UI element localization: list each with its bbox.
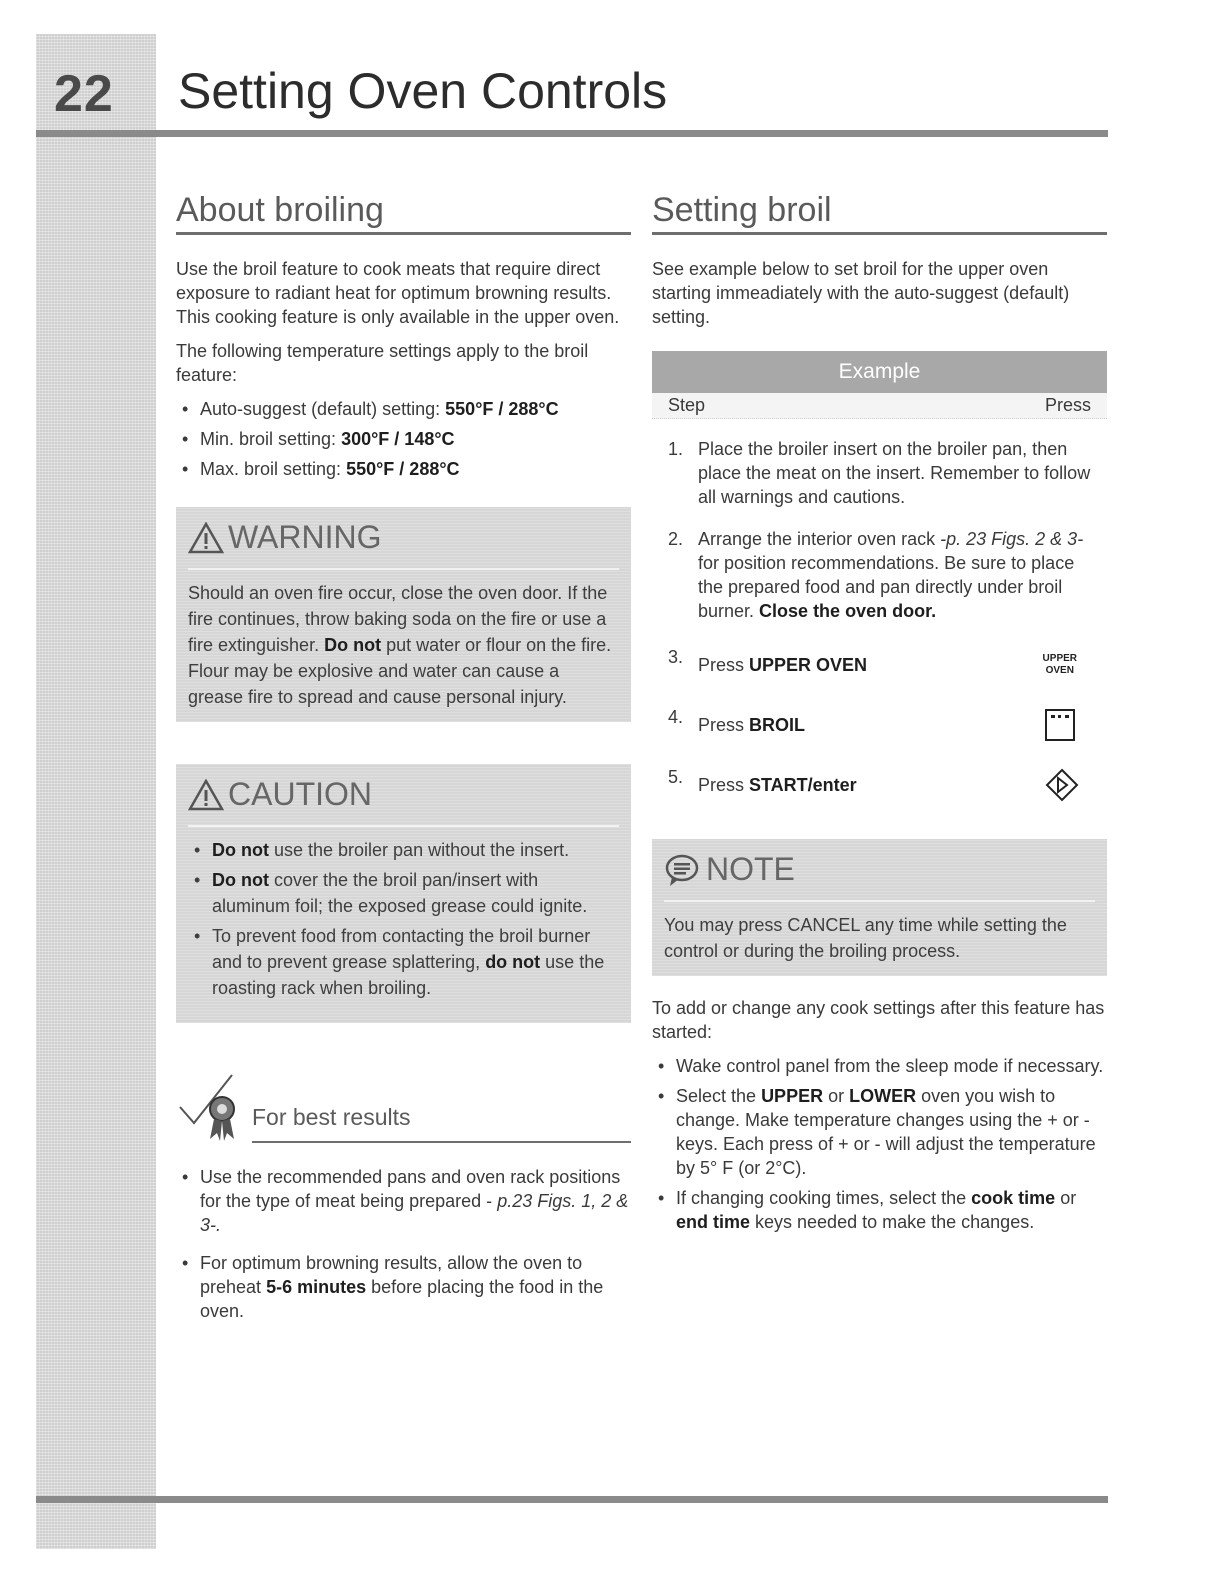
caution-bold: Do not xyxy=(212,870,269,890)
step-label: Step xyxy=(668,395,706,415)
note-title: NOTE xyxy=(706,851,795,887)
list-item xyxy=(176,1165,631,1237)
after-text: Select the xyxy=(676,1086,762,1106)
key-line1: UPPER xyxy=(1042,653,1077,664)
temp-settings-list xyxy=(176,397,631,481)
step-item xyxy=(652,437,1107,509)
step-number: 3. xyxy=(668,647,684,667)
step-text: Place the broiler insert on the broiler pan, then place the meat on the insert. Remember to follow all warnings and cautions. xyxy=(698,439,1091,507)
step-text-wrap xyxy=(698,773,857,797)
step-bold: Close the oven door. xyxy=(759,601,937,621)
step-number: 1. xyxy=(668,439,684,459)
warning-text-b: put water or flour on the fire. Flour may be explosive and water can cause a grease fire to spread and cause personal injury. xyxy=(188,635,612,707)
step-text: Press xyxy=(698,775,750,795)
list-item xyxy=(652,1186,1107,1234)
start-enter-key-icon xyxy=(1045,768,1079,802)
step-text: Arrange the interior oven rack xyxy=(698,529,941,549)
list-item xyxy=(188,867,619,919)
page-title: Setting Oven Controls xyxy=(178,63,668,119)
caution-text: To prevent food from contacting the broil burner and to prevent grease splattering, xyxy=(212,926,591,972)
note-text: You may press CANCEL any time while setting the control or during the broiling process. xyxy=(664,915,1067,961)
note-box xyxy=(652,839,1107,976)
list-item xyxy=(188,923,619,1001)
bottom-rule xyxy=(36,1496,1108,1503)
best-bold: 5-6 minutes xyxy=(266,1277,367,1297)
step-text-wrap xyxy=(698,653,867,677)
warning-header xyxy=(188,519,619,570)
list-item xyxy=(176,427,631,451)
upper-oven-key-icon xyxy=(1043,653,1077,677)
about-intro: Use the broil feature to cook meats that require direct exposure to radiant heat for optimum browning results. This cooking feature is only available in the upper oven. xyxy=(176,259,620,327)
list-item xyxy=(652,1084,1107,1180)
step-number: 5. xyxy=(668,767,684,787)
best-results-header xyxy=(176,1071,631,1143)
broil-intro: See example below to set broil for the upper oven starting immeadiately with the auto-suggest (default) setting. xyxy=(652,259,1070,327)
caution-title: CAUTION xyxy=(228,776,372,812)
step-bold: BROIL xyxy=(749,715,806,735)
caution-text: use the roasting rack when broiling. xyxy=(212,952,605,998)
warning-triangle-icon xyxy=(188,522,224,554)
setting-value: 300°F / 148°C xyxy=(341,429,455,449)
caution-text: cover the the broil pan/insert with aluminum foil; the exposed grease could ignite. xyxy=(212,870,588,916)
step-bold: UPPER OVEN xyxy=(749,655,868,675)
side-strip xyxy=(36,34,156,1549)
step-text-wrap xyxy=(698,713,805,737)
page-number: 22 xyxy=(54,65,114,123)
caution-box xyxy=(176,764,631,1023)
example-bar: Example xyxy=(652,351,1107,393)
best-results-list xyxy=(176,1165,631,1323)
ribbon-award-icon xyxy=(176,1071,246,1143)
note-header xyxy=(664,851,1095,902)
about-broiling-heading: About broiling xyxy=(176,190,631,235)
warning-title: WARNING xyxy=(228,519,382,555)
setting-value: 550°F / 288°C xyxy=(346,459,460,479)
warning-text-a: Should an oven fire occur, close the oven door. If the fire continues, throw baking soda on the fire or use a fire extinguisher. xyxy=(188,583,608,655)
after-text: or xyxy=(1055,1188,1077,1208)
list-item xyxy=(188,837,619,863)
left-column xyxy=(176,190,631,1333)
after-list xyxy=(652,1054,1107,1234)
setting-label: Max. broil setting: xyxy=(200,459,342,479)
top-rule xyxy=(36,130,1108,137)
after-bold: LOWER xyxy=(849,1086,917,1106)
setting-broil-heading: Setting broil xyxy=(652,190,1107,235)
caution-triangle-icon xyxy=(188,779,224,811)
after-text: oven you wish to change. Make temperature changes using the + or - keys. Each press of + or - will adjust the temperature by 5° F (or 2°C). xyxy=(676,1086,1096,1178)
caution-list xyxy=(188,837,619,1001)
after-intro: To add or change any cook settings after this feature has started: xyxy=(652,998,1105,1042)
step-bold: START/enter xyxy=(749,775,857,795)
caution-bold: do not xyxy=(485,952,541,972)
setting-label: Auto-suggest (default) setting: xyxy=(200,399,441,419)
after-bold: cook time xyxy=(971,1188,1056,1208)
step-text: Press xyxy=(698,655,750,675)
caution-header xyxy=(188,776,619,827)
after-bold: UPPER xyxy=(761,1086,824,1106)
step-ref: -p. 23 Figs. 2 & 3- xyxy=(940,529,1084,549)
broil-key-icon xyxy=(1045,709,1075,741)
after-text: or xyxy=(823,1086,850,1106)
best-text: before placing the food in the oven. xyxy=(200,1277,604,1321)
steps-list xyxy=(652,437,1107,805)
after-bold: end time xyxy=(676,1212,751,1232)
step-item xyxy=(652,645,1107,685)
setting-value: 550°F / 288°C xyxy=(445,399,559,419)
best-results-title: For best results xyxy=(252,1104,631,1143)
list-item xyxy=(652,1054,1107,1078)
setting-label: Min. broil setting: xyxy=(200,429,337,449)
best-text: Use the recommended pans and oven rack positions for the type of meat being prepared - xyxy=(200,1167,621,1211)
key-line2: OVEN xyxy=(1045,665,1074,676)
best-text: For optimum browning results, allow the oven to preheat xyxy=(200,1253,583,1297)
note-icon xyxy=(664,853,700,887)
caution-bold: Do not xyxy=(212,840,269,860)
list-item xyxy=(176,397,631,421)
after-text: If changing cooking times, select the xyxy=(676,1188,972,1208)
step-item xyxy=(652,527,1107,623)
list-item xyxy=(176,1251,631,1323)
best-ref: p.23 Figs. 1, 2 & 3-. xyxy=(200,1191,629,1235)
step-item xyxy=(652,705,1107,745)
step-text: for position recommendations. Be sure to place the prepared food and pan directly under broil burner. xyxy=(698,553,1075,621)
caution-text: use the broiler pan without the insert. xyxy=(268,840,570,860)
step-item xyxy=(652,765,1107,805)
warning-box xyxy=(176,507,631,722)
after-text: keys needed to make the changes. xyxy=(750,1212,1035,1232)
step-number: 2. xyxy=(668,529,684,549)
list-item xyxy=(176,457,631,481)
step-text: Press xyxy=(698,715,750,735)
after-text: Wake control panel from the sleep mode if necessary. xyxy=(676,1056,1104,1076)
press-label: Press xyxy=(1044,395,1091,415)
step-press-header xyxy=(652,393,1107,419)
warning-text xyxy=(188,580,619,710)
temp-intro: The following temperature settings apply to the broil feature: xyxy=(176,341,589,385)
right-column xyxy=(652,190,1107,1244)
warning-bold: Do not xyxy=(324,635,382,655)
step-number: 4. xyxy=(668,707,684,727)
